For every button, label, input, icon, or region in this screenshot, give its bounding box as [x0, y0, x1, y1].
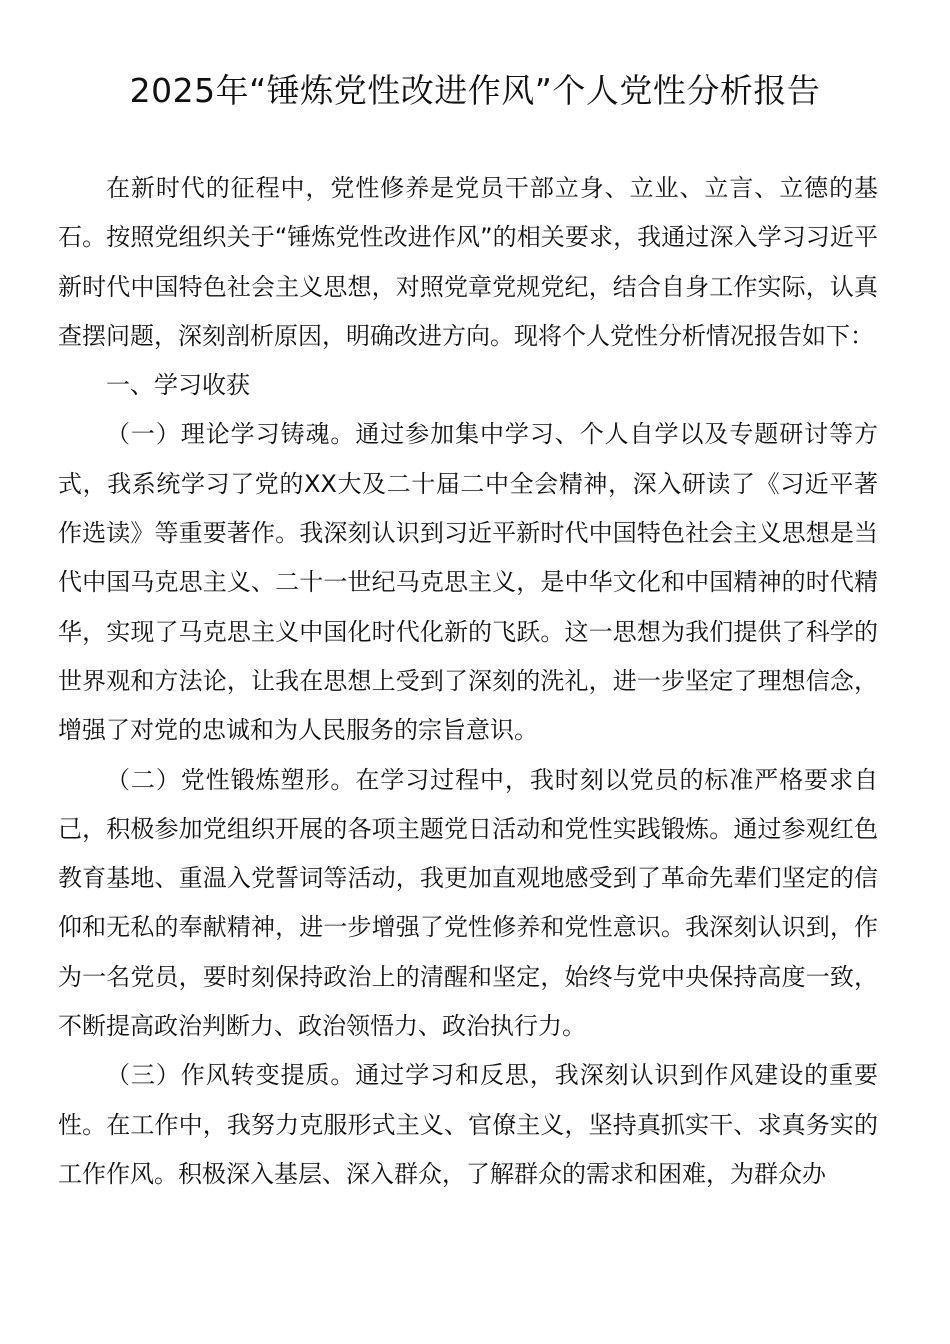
- paragraph-party-spirit-training: （二）党性锻炼塑形。在学习过程中，我时刻以党员的标准严格要求自己，积极参加党组织开展的各项主题党日活动和党性实践锻炼。通过参观红色教育基地、重温入党誓词等活动，我更加直观地感受到了革命先辈们坚定的信仰和无私的奉献精神，进一步增强了党性修养和党性意识。我深刻认识到，作为一名党员，要时刻保持政治上的清醒和坚定，始终与党中央保持高度一致，不断提高政治判断力、政治领悟力、政治执行力。: [58, 765, 878, 1041]
- document-body: [58, 164, 878, 1199]
- paragraph-work-style: （三）作风转变提质。通过学习和反思，我深刻认识到作风建设的重要性。在工作中，我努力克服形式主义、官僚主义，坚持真抓实干、求真务实的工作作风。积极深入基层、深入群众，了解群众的需求和困难，为群众办: [58, 1061, 878, 1188]
- document-title: 2025年“锤炼党性改进作风”个人党性分析报告: [129, 71, 821, 110]
- paragraph-theory-study: （一）理论学习铸魂。通过参加集中学习、个人自学以及专题研讨等方式，我系统学习了党的XX大及二十届二中全会精神，深入研读了《习近平著作选读》等重要著作。我深刻认识到习近平新时代中国特色社会主义思想是当代中国马克思主义、二十一世纪马克思主义，是中华文化和中国精神的时代精华，实现了马克思主义中国化时代化新的飞跃。这一思想为我们提供了科学的世界观和方法论，让我在思想上受到了深刻的洗礼，进一步坚定了理想信念，增强了对党的忠诚和为人民服务的宗旨意识。: [58, 420, 878, 745]
- intro-paragraph: 在新时代的征程中，党性修养是党员干部立身、立业、立言、立德的基石。按照党组织关于“锤炼党性改进作风”的相关要求，我通过深入学习习近平新时代中国特色社会主义思想，对照党章党规党纪，结合自身工作实际，认真查摆问题，深刻剖析原因，明确改进方向。现将个人党性分析情况报告如下：: [58, 174, 878, 350]
- section-heading-learning-gains: 一、学习收获: [106, 371, 250, 400]
